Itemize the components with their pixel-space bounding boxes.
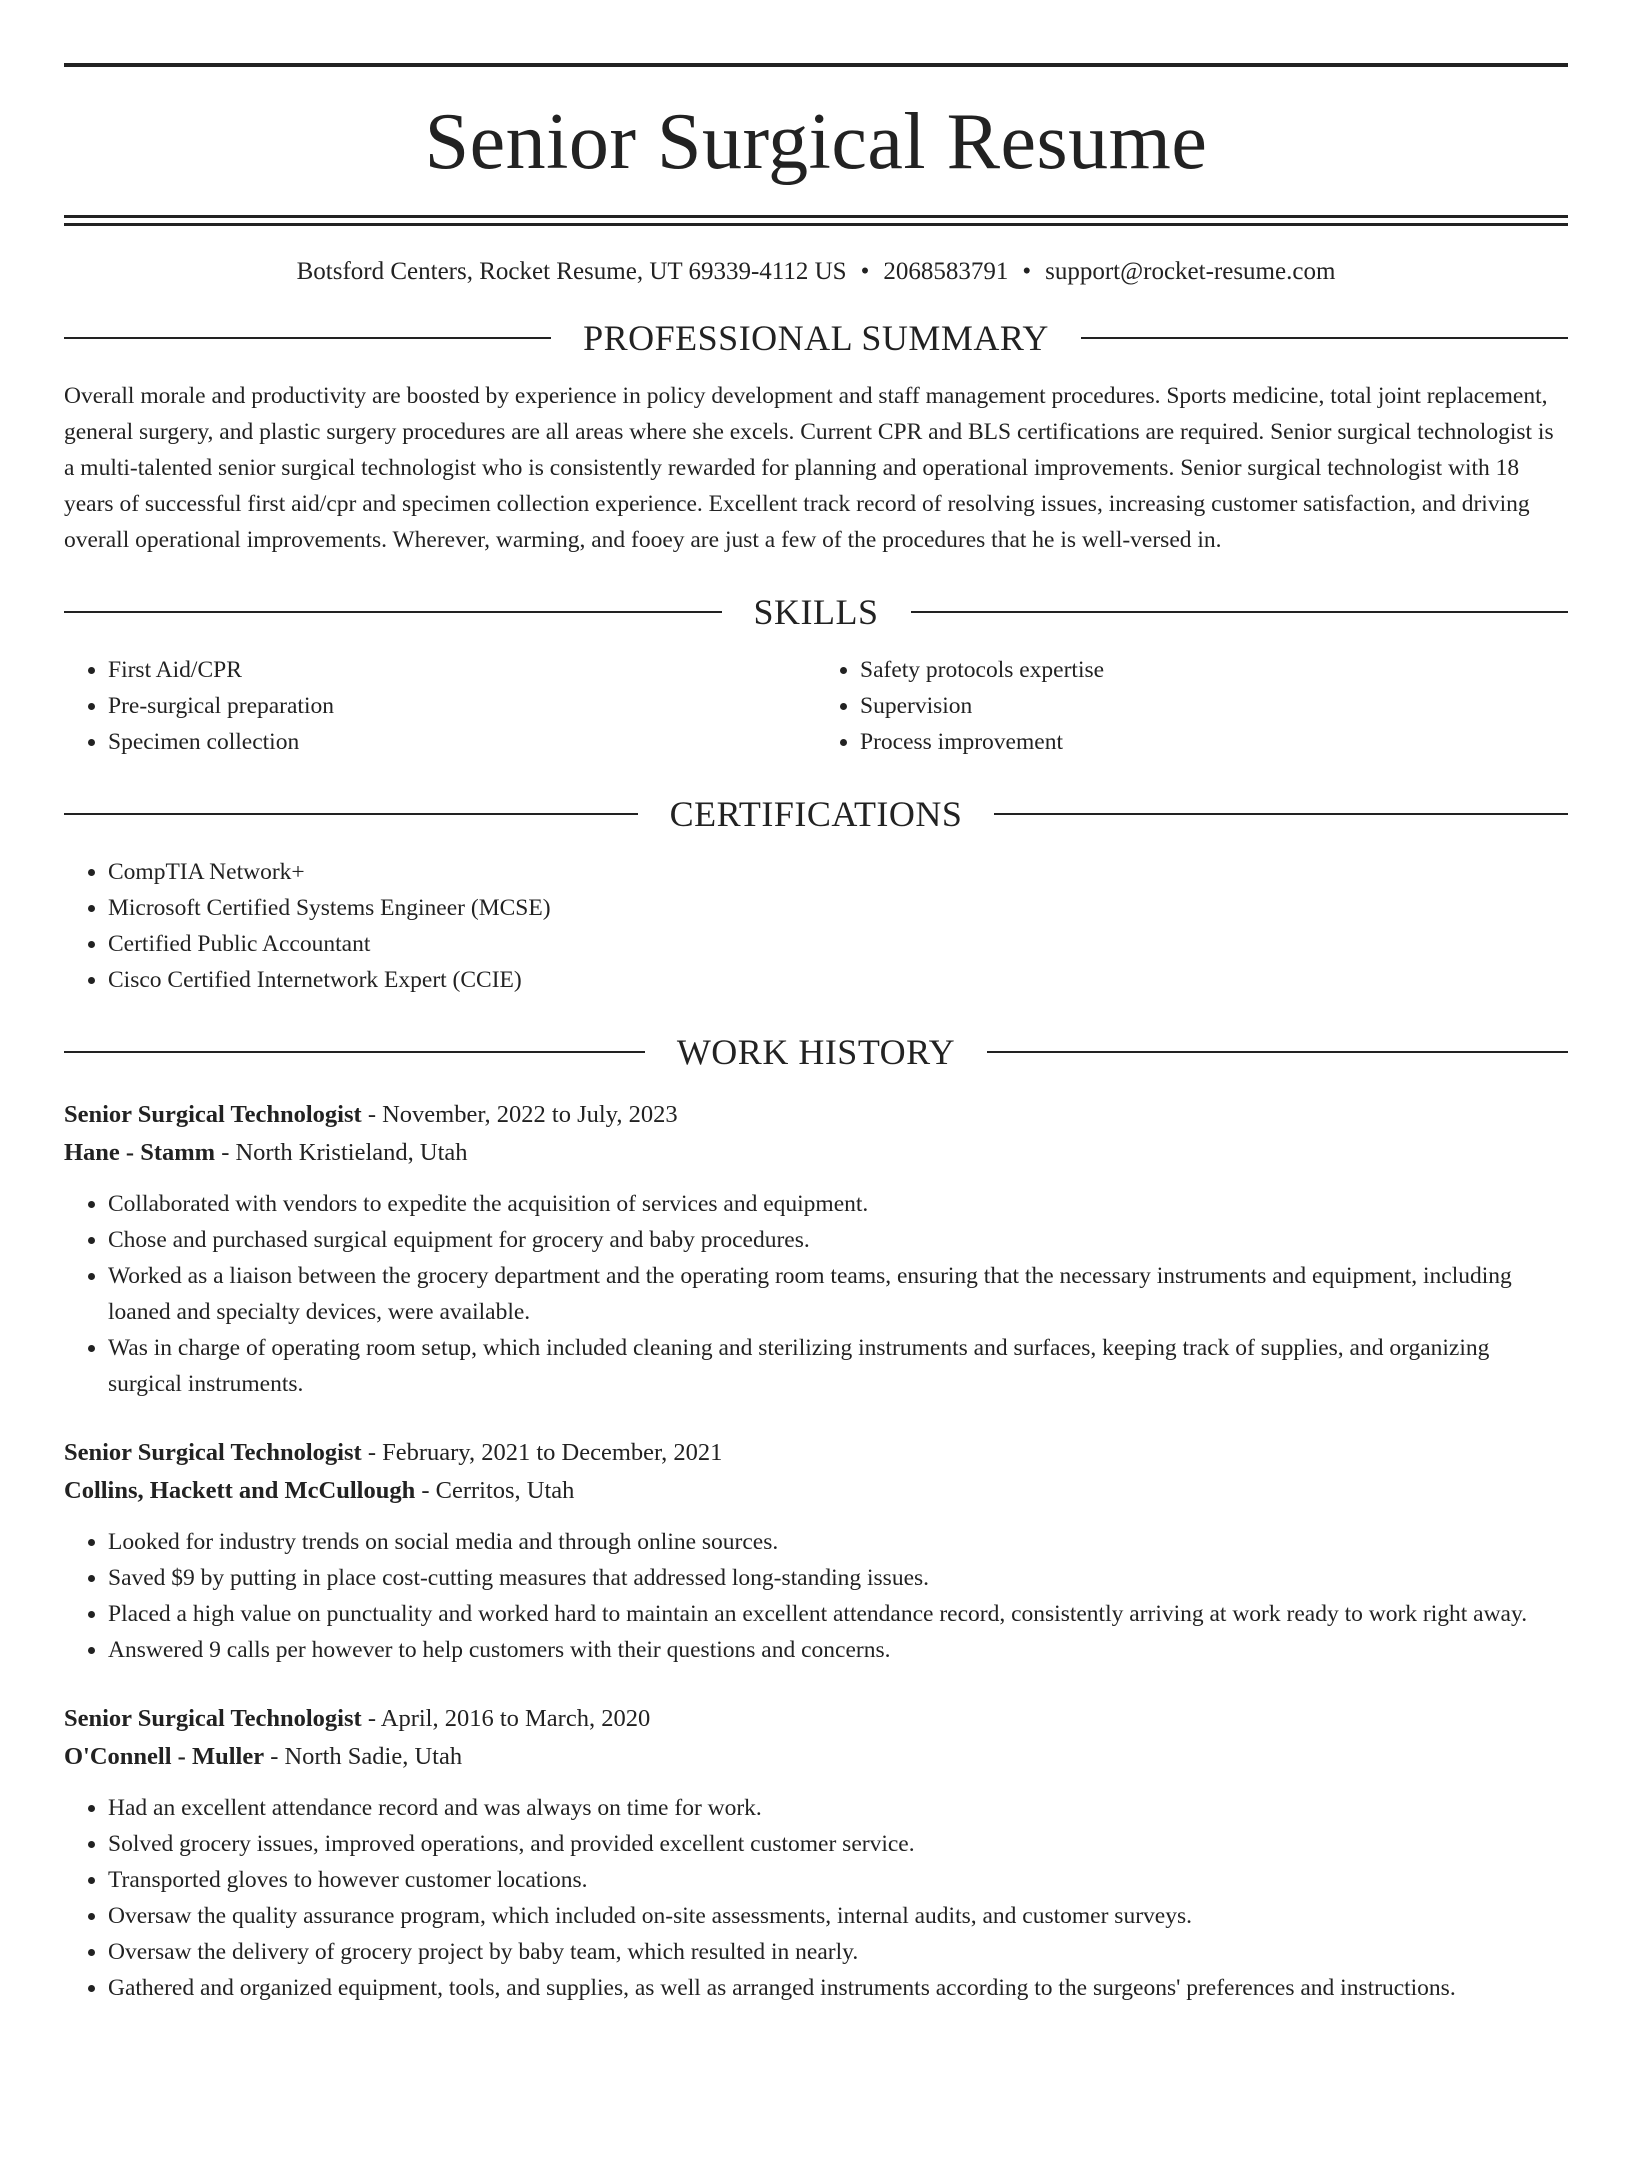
divider xyxy=(64,1051,645,1053)
job-title-line xyxy=(64,1434,1568,1472)
job-location: - North Sadie, Utah xyxy=(264,1743,463,1770)
job-company-line xyxy=(64,1738,1568,1776)
job-bullet: • Gathered and organized equipment, tools, and supplies, as well as arranged instruments according to the surgeons' preferences and instructions. xyxy=(108,1970,1568,2006)
job-title: Senior Surgical Technologist xyxy=(64,1101,362,1128)
job-bullets xyxy=(64,1790,1568,2006)
skill-item: • First Aid/CPR xyxy=(108,652,816,688)
resume-page xyxy=(0,63,1632,2175)
job-company-line xyxy=(64,1134,1568,1172)
contact-separator: • xyxy=(860,258,870,285)
job-dates: - November, 2022 to July, 2023 xyxy=(361,1101,678,1128)
job-bullet: • Worked as a liaison between the grocery department and the operating room teams, ensuring that the necessary instruments and equipment, including loaned and specialty devices, were available. xyxy=(108,1258,1568,1330)
job-bullet: • Transported gloves to however customer locations. xyxy=(108,1862,1568,1898)
skill-item: • Process improvement xyxy=(860,724,1568,760)
divider xyxy=(64,337,551,339)
skills-left-list xyxy=(64,652,816,760)
job-bullet: • Solved grocery issues, improved operations, and provided excellent customer service. xyxy=(108,1826,1568,1862)
job-bullet: • Looked for industry trends on social media and through online sources. xyxy=(108,1524,1568,1560)
contact-line xyxy=(64,259,1568,284)
job-company: Hane - Stamm xyxy=(64,1139,216,1166)
contact-separator: • xyxy=(1022,258,1032,285)
job-bullet: • Was in charge of operating room setup, which included cleaning and sterilizing instruments and surfaces, keeping track of supplies, and organizing surgical instruments. xyxy=(108,1330,1568,1402)
job-title-line xyxy=(64,1096,1568,1134)
contact-address: Botsford Centers, Rocket Resume, UT 69339-4112 US xyxy=(296,258,847,285)
job-bullet: • Saved $9 by putting in place cost-cutting measures that addressed long-standing issues. xyxy=(108,1560,1568,1596)
certification-item: • Cisco Certified Internetwork Expert (CCIE) xyxy=(108,962,1568,998)
section-title: PROFESSIONAL SUMMARY xyxy=(583,318,1049,358)
divider xyxy=(64,611,722,613)
contact-email[interactable]: support@rocket-resume.com xyxy=(1045,258,1336,285)
skills-right-list xyxy=(816,652,1568,760)
job-title-line xyxy=(64,1700,1568,1738)
job-location: - North Kristieland, Utah xyxy=(215,1139,468,1166)
job-location: - Cerritos, Utah xyxy=(415,1477,575,1504)
job-title: Senior Surgical Technologist xyxy=(64,1439,362,1466)
job-bullet: • Oversaw the delivery of grocery project by baby team, which resulted in nearly. xyxy=(108,1934,1568,1970)
divider xyxy=(987,1051,1568,1053)
divider xyxy=(994,813,1568,815)
top-rule xyxy=(64,63,1568,67)
work-section-header xyxy=(64,1034,1568,1070)
job-bullet: • Answered 9 calls per however to help customers with their questions and concerns. xyxy=(108,1632,1568,1668)
summary-text: Overall morale and productivity are boosted by experience in policy development and staff management procedures. Sports medicine, total joint replacement, general surgery, and plastic surgery procedures are all areas where she excels. Current CPR and BLS certifications are required. Senior surgical technologist is a multi-talented senior surgical technologist who is consistently rewarded for planning and operational improvements. Senior surgical technologist with 18 years of successful first aid/cpr and specimen collection experience. Excellent track record of resolving issues, increasing customer satisfaction, and driving overall operational improvements. Wherever, warming, and fooey are just a few of the procedures that he is well-versed in. xyxy=(64,383,1554,553)
skill-item: • Supervision xyxy=(860,688,1568,724)
skill-item: • Pre-surgical preparation xyxy=(108,688,816,724)
job-company: O'Connell - Muller xyxy=(64,1743,265,1770)
resume-title: Senior Surgical Resume xyxy=(424,98,1208,186)
skill-item: • Specimen collection xyxy=(108,724,816,760)
job-dates: - April, 2016 to March, 2020 xyxy=(361,1705,651,1732)
job-title: Senior Surgical Technologist xyxy=(64,1705,362,1732)
job-bullet: • Chose and purchased surgical equipment for grocery and baby procedures. xyxy=(108,1222,1568,1258)
job-bullet: • Had an excellent attendance record and was always on time for work. xyxy=(108,1790,1568,1826)
job-bullet: • Collaborated with vendors to expedite the acquisition of services and equipment. xyxy=(108,1186,1568,1222)
section-title: CERTIFICATIONS xyxy=(669,794,963,834)
skills-section-header xyxy=(64,594,1568,630)
job-company: Collins, Hackett and McCullough xyxy=(64,1477,416,1504)
job-company-line xyxy=(64,1472,1568,1510)
job-bullets xyxy=(64,1186,1568,1402)
title-double-rule xyxy=(64,215,1568,226)
job-bullet: • Oversaw the quality assurance program, which included on-site assessments, internal audits, and customer surveys. xyxy=(108,1898,1568,1934)
job-entry xyxy=(64,1434,1568,1668)
job-entry xyxy=(64,1096,1568,1402)
section-title: WORK HISTORY xyxy=(676,1032,956,1072)
skills-columns xyxy=(64,652,1568,760)
job-bullets xyxy=(64,1524,1568,1668)
job-entry xyxy=(64,1700,1568,2006)
job-dates: - February, 2021 to December, 2021 xyxy=(361,1439,723,1466)
certification-item: • Certified Public Accountant xyxy=(108,926,1568,962)
divider xyxy=(1081,337,1568,339)
summary-section-header xyxy=(64,320,1568,356)
job-bullet: • Placed a high value on punctuality and worked hard to maintain an excellent attendance record, consistently arriving at work ready to work right away. xyxy=(108,1596,1568,1632)
divider xyxy=(64,813,638,815)
certifications-section-header xyxy=(64,796,1568,832)
contact-phone: 2068583791 xyxy=(883,258,1009,285)
certifications-list xyxy=(64,854,1568,998)
skill-item: • Safety protocols expertise xyxy=(860,652,1568,688)
certification-item: • CompTIA Network+ xyxy=(108,854,1568,890)
section-title: SKILLS xyxy=(753,592,879,632)
certification-item: • Microsoft Certified Systems Engineer (MCSE) xyxy=(108,890,1568,926)
divider xyxy=(911,611,1569,613)
